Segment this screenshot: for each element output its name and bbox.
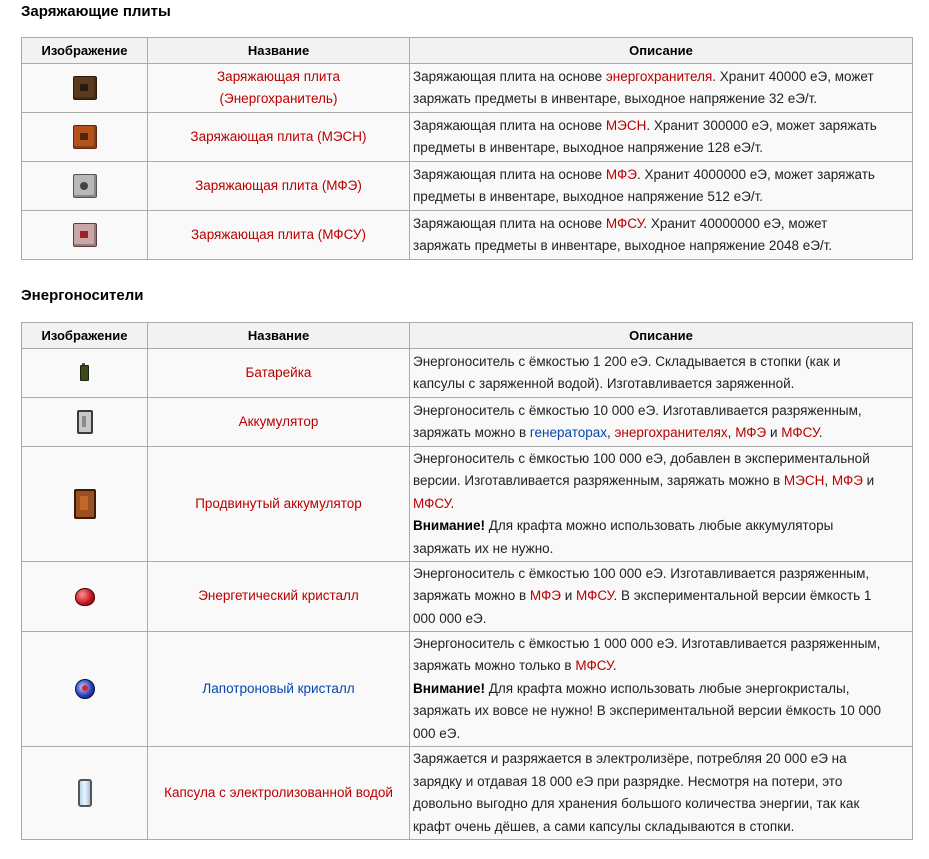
column-header-name: Название: [148, 38, 410, 64]
row-description: Заряжающая плита на основе энергохранителя. Хранит 40000 еЭ, может заряжать предметы в инвентаре, выходное напряжение 32 еЭ/т.: [410, 64, 913, 113]
link-mfe[interactable]: МФЭ: [605, 166, 637, 182]
charge-pad-mfe-icon[interactable]: [73, 174, 97, 198]
link-mfsu[interactable]: МФСУ: [605, 215, 644, 231]
table-row: [22, 747, 913, 840]
row-description: Энергоноситель с ёмкостью 1 000 000 еЭ. Изготавливается разряженным, заряжать можно только в МФСУ. Внимание! Для крафта можно использовать любые энергокристалы, заряжать их вовсе не нужно! В экспериментальной версии ёмкость 10 000 000 еЭ.: [410, 632, 913, 747]
row-description: Заряжающая плита на основе МЭСН. Хранит 300000 еЭ, может заряжать предметы в инвентаре, выходное напряжение 128 еЭ/т.: [410, 113, 913, 162]
electrolyzed-water-cell-icon[interactable]: [78, 779, 92, 807]
link-generators[interactable]: генераторах: [529, 425, 608, 440]
link-mfsu[interactable]: МФСУ: [781, 425, 819, 440]
charging-pads-table: [21, 37, 913, 260]
table-row: [22, 562, 913, 632]
row-description: Энергоноситель с ёмкостью 100 000 еЭ. Изготавливается разряженным, заряжать можно в МФЭ и МФСУ. В экспериментальной версии ёмкость 1 000 000 еЭ.: [410, 562, 913, 632]
column-header-image: Изображение: [22, 323, 148, 349]
warning-label: Внимание!: [413, 518, 485, 534]
charge-pad-batbox-icon[interactable]: [73, 76, 97, 100]
table-row: [22, 113, 913, 162]
link-charge-pad-batbox[interactable]: Заряжающая плита (Энергохранитель): [217, 68, 340, 106]
table-row: [22, 447, 913, 562]
link-mfsu[interactable]: МФСУ: [575, 658, 613, 674]
section-heading-energy-carriers: Энергоносители: [21, 287, 144, 304]
column-header-name: Название: [148, 323, 410, 349]
lapotron-crystal-icon[interactable]: [75, 679, 95, 699]
link-battery[interactable]: Батарейка: [245, 364, 312, 380]
link-mfsu[interactable]: МФСУ: [413, 495, 451, 511]
link-mesn[interactable]: МЭСН: [605, 117, 647, 133]
battery-icon[interactable]: [80, 365, 89, 381]
charge-pad-mfsu-icon[interactable]: [73, 223, 97, 247]
table-row: [22, 632, 913, 747]
link-advanced-accumulator[interactable]: Продвинутый аккумулятор: [195, 495, 362, 511]
table-row: [22, 162, 913, 211]
column-header-image: Изображение: [22, 38, 148, 64]
link-lapotron-crystal[interactable]: Лапотроновый кристалл: [202, 680, 355, 696]
row-description: Заряжающая плита на основе МФЭ. Хранит 4000000 еЭ, может заряжать предметы в инвентаре, выходное напряжение 512 еЭ/т.: [410, 162, 913, 211]
link-energy-crystal[interactable]: Энергетический кристалл: [198, 588, 359, 604]
row-description: Энергоноситель с ёмкостью 1 200 еЭ. Складывается в стопки (как и капсулы с заряженной водой). Изготавливается заряженной.: [410, 349, 913, 398]
link-batbox[interactable]: энергохранителях: [614, 425, 728, 440]
row-description: Энергоноситель с ёмкостью 100 000 еЭ, добавлен в экспериментальной версии. Изготавливается разряженным, заряжать можно в МЭСН, МФЭ и МФСУ. Внимание! Для крафта можно использовать любые аккумуляторы заряжать их не нужно.: [410, 447, 913, 562]
table-row: [22, 64, 913, 113]
energy-crystal-icon[interactable]: [75, 588, 95, 606]
link-charge-pad-mesn[interactable]: Заряжающая плита (МЭСН): [190, 128, 367, 144]
row-description: Заряжающая плита на основе МФСУ. Хранит 40000000 еЭ, может заряжать предметы в инвентаре, выходное напряжение 2048 еЭ/т.: [410, 211, 913, 260]
link-mfe[interactable]: МФЭ: [529, 588, 561, 604]
column-header-description: Описание: [410, 38, 913, 64]
link-batbox[interactable]: энергохранителя: [605, 68, 713, 84]
table-row: [22, 398, 913, 447]
accumulator-icon[interactable]: [77, 410, 93, 434]
table-row: [22, 349, 913, 398]
link-mfe[interactable]: МФЭ: [831, 473, 863, 489]
row-description: Энергоноситель с ёмкостью 10 000 еЭ. Изготавливается разряженным, заряжать можно в генераторах, энергохранителях, МФЭ и МФСУ.: [410, 398, 913, 447]
link-mfe[interactable]: МФЭ: [735, 425, 767, 440]
link-mfsu[interactable]: МФСУ: [576, 588, 614, 604]
column-header-description: Описание: [410, 323, 913, 349]
warning-label: Внимание!: [413, 680, 485, 696]
charge-pad-mesn-icon[interactable]: [73, 125, 97, 149]
link-mesn[interactable]: МЭСН: [783, 473, 825, 489]
link-electrolyzed-water-cell[interactable]: Капсула с электролизованной водой: [164, 784, 393, 800]
link-accumulator[interactable]: Аккумулятор: [238, 413, 319, 429]
section-heading-charging-pads: Заряжающие плиты: [21, 3, 171, 20]
row-description: Заряжается и разряжается в электролизёре, потребляя 20 000 еЭ на зарядку и отдавая 18 000 еЭ при разрядке. Несмотря на потери, это довольно выгодно для хранения большого количества энергии, так как крафт очень дёшев, а сами капсулы складываются в стопки.: [410, 747, 913, 840]
table-row: [22, 211, 913, 260]
energy-carriers-table: [21, 322, 913, 840]
link-charge-pad-mfe[interactable]: Заряжающая плита (МФЭ): [195, 177, 362, 193]
link-charge-pad-mfsu[interactable]: Заряжающая плита (МФСУ): [191, 226, 366, 242]
advanced-accumulator-icon[interactable]: [74, 489, 96, 519]
